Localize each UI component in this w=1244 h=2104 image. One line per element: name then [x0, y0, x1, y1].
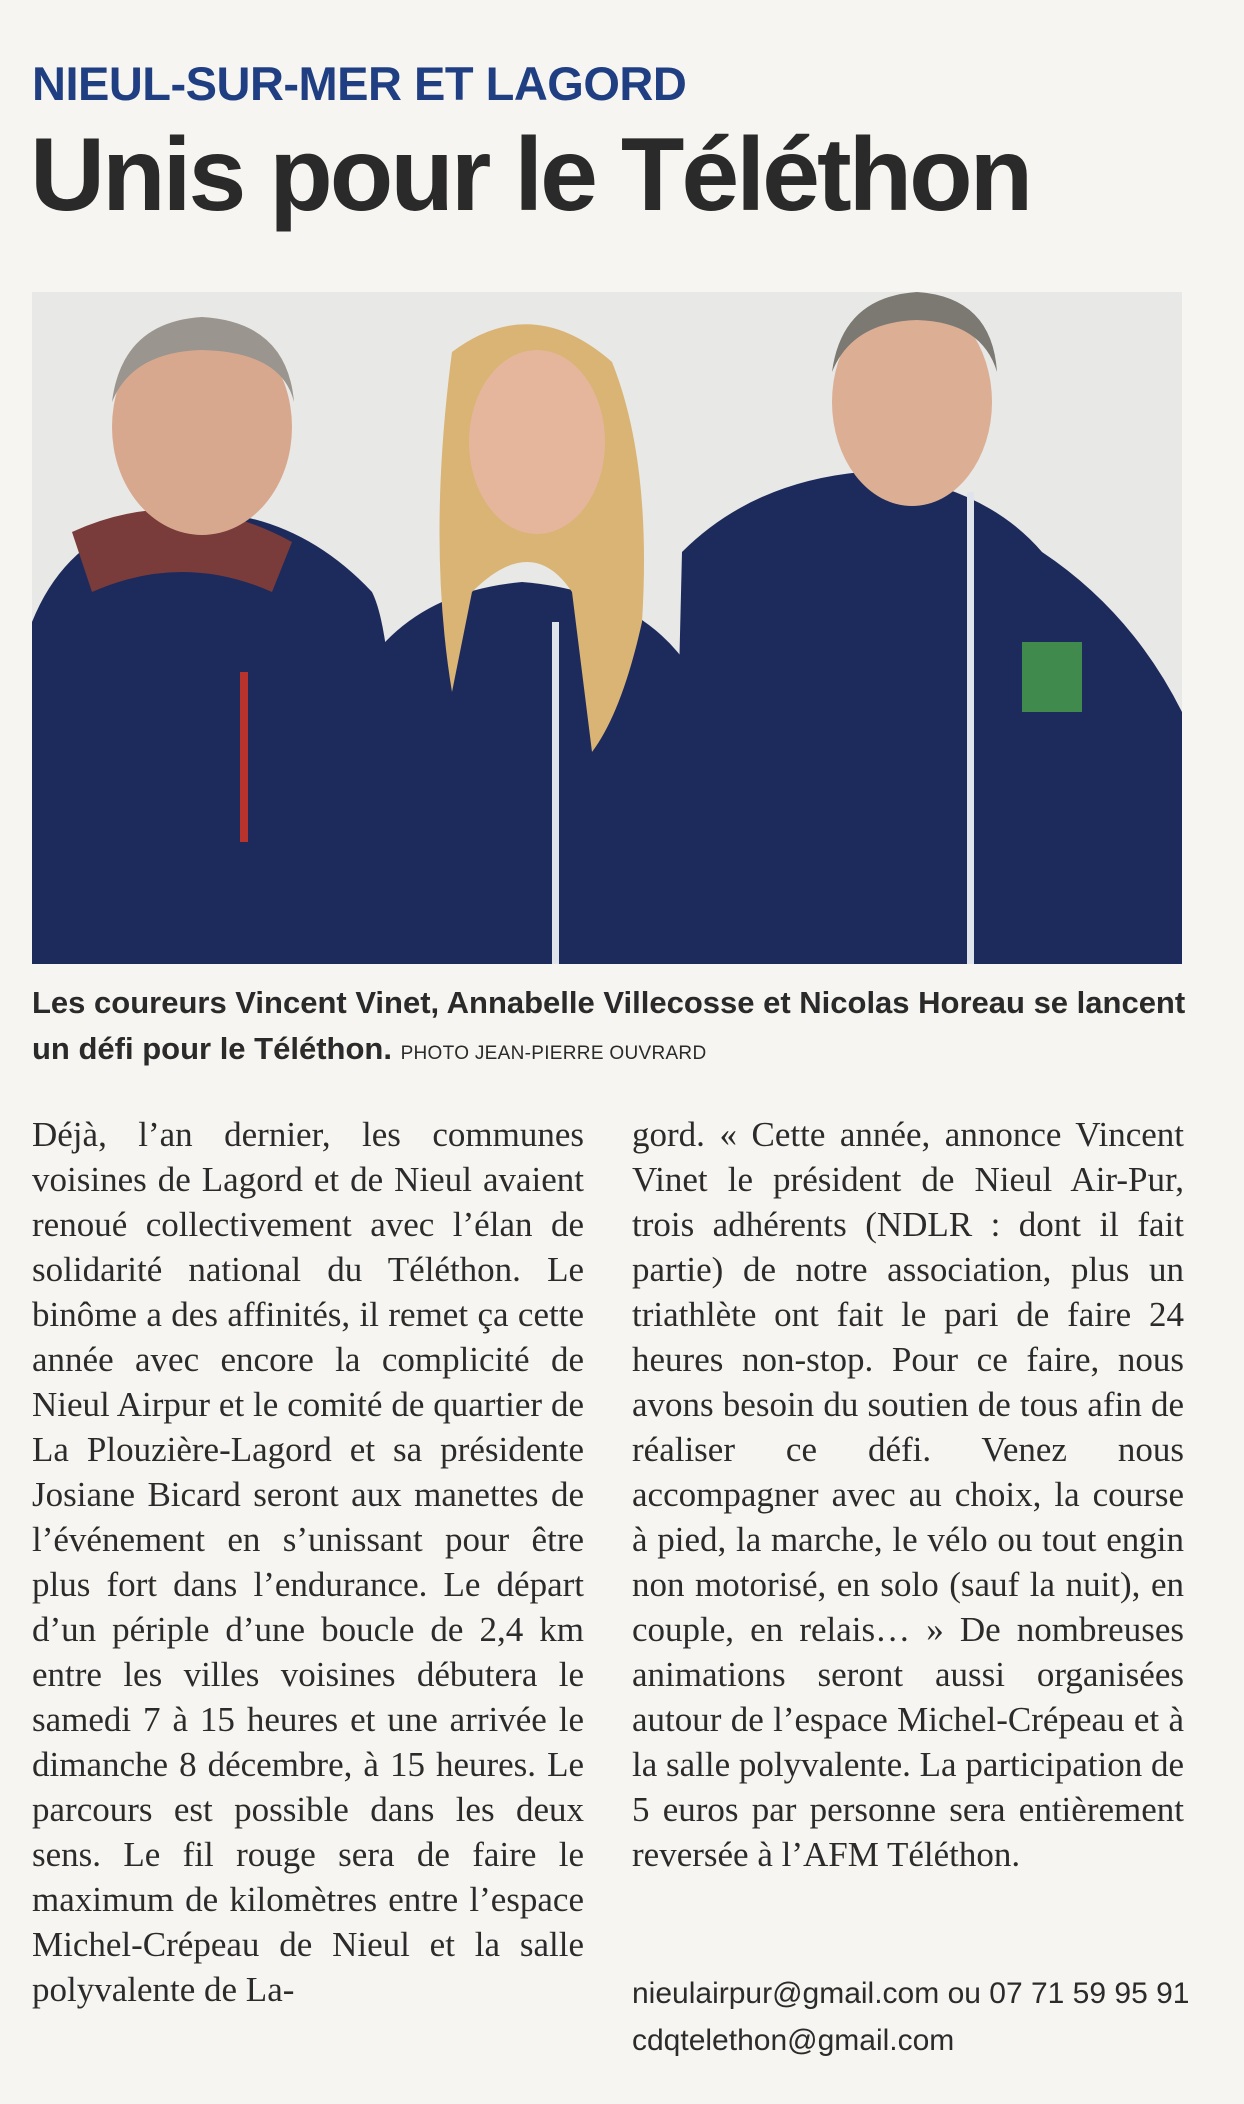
- caption-text: Les coureurs Vincent Vinet, Annabelle Villecosse et Nicolas Horeau se lancent un défi pour le Téléthon.: [32, 985, 1186, 1066]
- section-kicker: NIEUL-SUR-MER ET LAGORD: [32, 57, 687, 110]
- contact-email-phone: nieulairpur@gmail.com ou 07 71 59 95 91: [632, 1977, 1190, 2010]
- contact-info: [632, 1970, 1189, 2064]
- article-body-left-column: Déjà, l’an dernier, les communes voisines de Lagord et de Nieul avaient renoué collectivement avec l’élan de solidarité national du Téléthon. Le binôme a des affinités, il remet ça cette année avec encore la complicité de Nieul Airpur et le comité de quartier de La Plouzière-Lagord et sa présidente Josiane Bicard seront aux manettes de l’événement en s’unissant pour être plus fort dans l’endurance. Le départ d’un périple d’une boucle de 2,4 km entre les villes voisines débutera le samedi 7 à 15 heures et une arrivée le dimanche 8 décembre, à 15 heures. Le parcours est possible dans les deux sens. Le fil rouge sera de faire le maximum de kilomètres entre l’espace Michel-Crépeau de Nieul et la salle polyvalente de La-: [32, 1115, 584, 2009]
- contact-email: cdqtelethon@gmail.com: [632, 2024, 955, 2057]
- headline: Unis pour le Téléthon: [30, 117, 1031, 233]
- photo-credit: PHOTO JEAN-PIERRE OUVRARD: [400, 1043, 707, 1064]
- photo-caption: [32, 980, 1192, 1077]
- article-photo: [32, 292, 1182, 964]
- article-body-right-column: gord. « Cette année, annonce Vincent Vinet le président de Nieul Air-Pur, trois adhérents (NDLR : dont il fait partie) de notre association, plus un triathlète ont fait le pari de faire 24 heures non-stop. Pour ce faire, nous avons besoin du soutien de tous afin de réaliser ce défi. Venez nous accompagner avec au choix, la course à pied, la marche, le vélo ou tout engin non motorisé, en solo (sauf la nuit), en couple, en relais… » De nombreuses animations seront aussi organisées autour de l’espace Michel-Crépeau et à la salle polyvalente. La participation de 5 euros par personne sera entièrement reversée à l’AFM Téléthon.: [632, 1115, 1185, 1874]
